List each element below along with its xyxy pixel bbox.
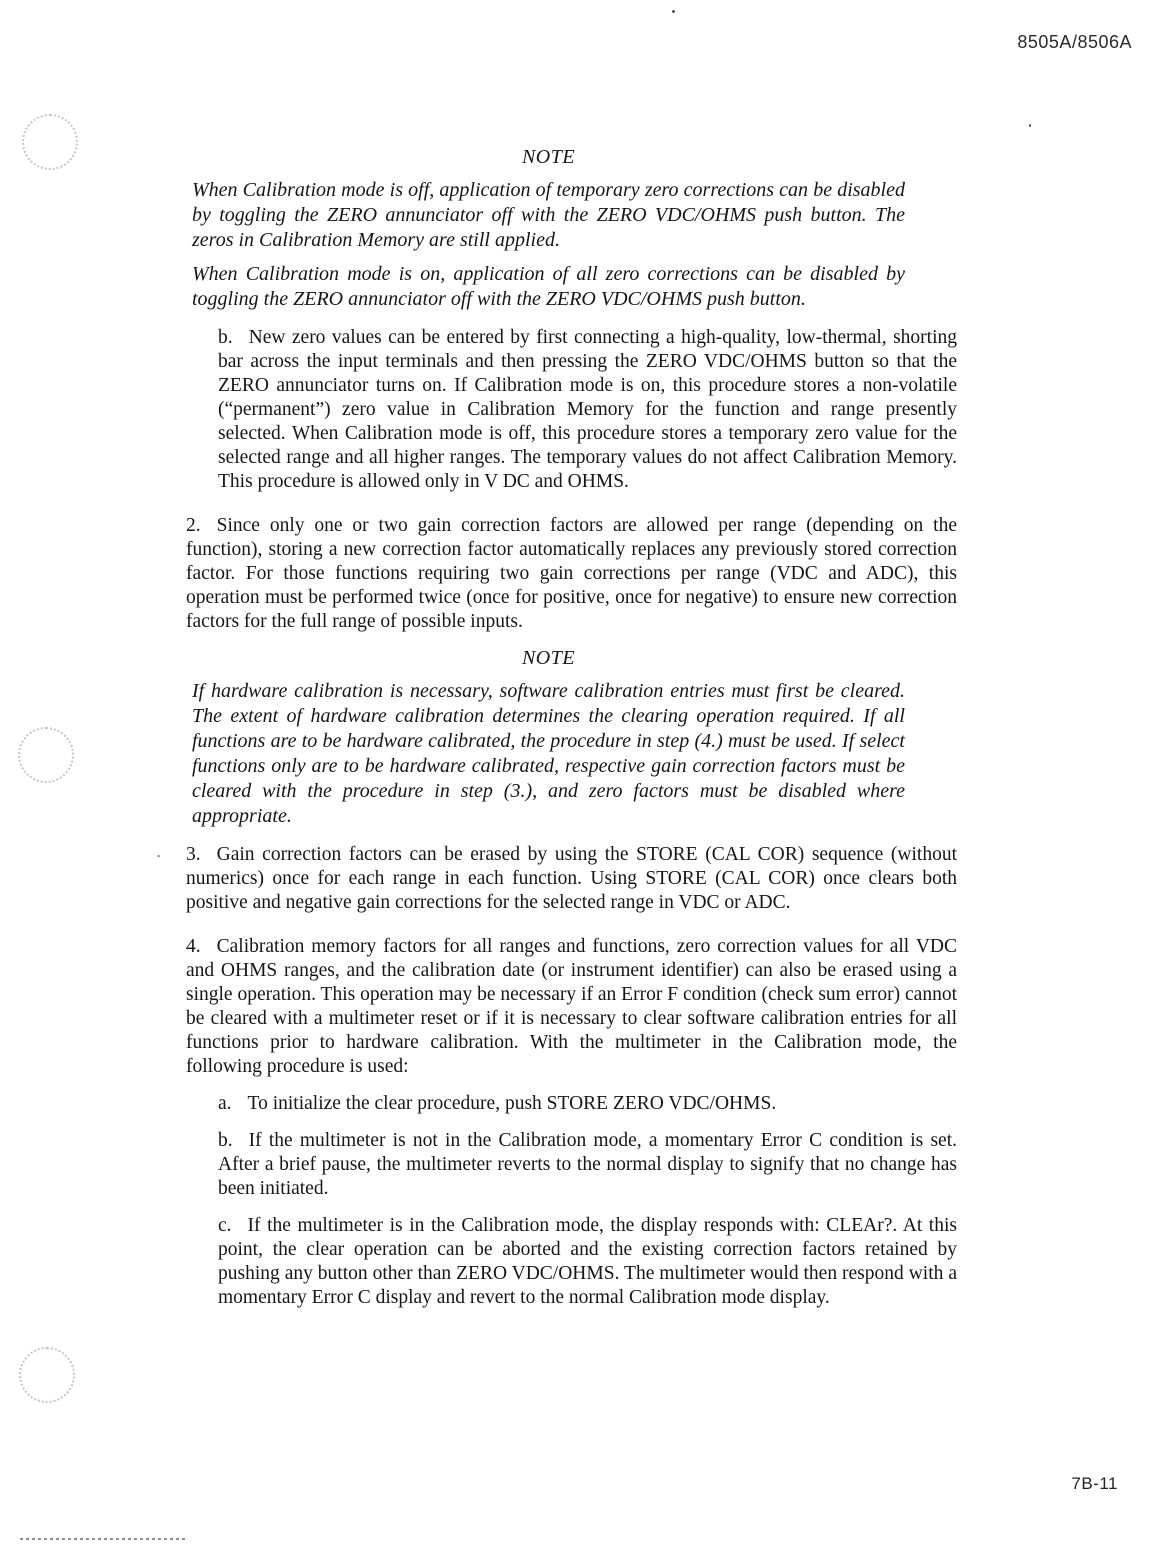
list-item-4 [186,935,957,1079]
hole-punch-mark-middle [18,727,74,783]
list-item-text: If the multimeter is in the Calibration mode, the display responds with: CLEAr?. At this point, the clear operation can be aborted and the existing correction factors retained by pushing any button other than ZERO VDC/OHMS. The multimeter would then respond with a momentary Error C display and revert to the normal Calibration mode display. [218,1215,957,1308]
note-paragraph: When Calibration mode is off, application of temporary zero corrections can be disabled by toggling the ZERO annunciator off with the ZERO VDC/OHMS push button. The zeros in Calibration Memory are still applied. [192,179,905,251]
list-item-label: 4. [186,936,201,957]
note-section-2 [192,647,905,829]
list-item-text: New zero values can be entered by first connecting a high-quality, low-thermal, shorting bar across the input terminals and then pressing the ZERO VDC/OHMS button so that the ZERO annunciator turns on. If Calibration mode is on, this procedure stores a non-volatile (“permanent”) zero value in Calibration Memory for the function and range presently selected. When Calibration mode is off, this procedure stores a temporary zero value for the selected range and all higher ranges. The temporary values do not affect Calibration Memory. This procedure is allowed only in V DC and OHMS. [218,327,957,492]
list-item-b1 [218,326,957,494]
list-item-2 [186,514,957,634]
list-item-b2 [218,1129,957,1201]
list-item-label: b. [218,327,233,348]
note-section-1 [192,146,905,312]
scan-speck [672,10,675,13]
note-heading: NOTE [521,146,576,168]
list-item-text: If the multimeter is not in the Calibration mode, a momentary Error C condition is set. After a brief pause, the multimeter reverts to the normal display to signify that no change has been initiated. [218,1130,957,1199]
hole-punch-mark-bottom [19,1347,75,1403]
note-paragraph: When Calibration mode is on, application of all zero corrections can be disabled by toggling the ZERO annunciator off with the ZERO VDC/OHMS push button. [192,263,905,310]
page-number: 7B-11 [1071,1474,1118,1493]
list-item-label: a. [218,1093,232,1114]
scan-speck [1029,124,1031,127]
scan-artifact-dashed-line [20,1538,186,1540]
list-item-3 [186,843,957,915]
list-item-text: Calibration memory factors for all ranges and functions, zero correction values for all VDC and OHMS ranges, and the calibration date (or instrument identifier) can also be erased using a single operation. This operation may be necessary if an Error F condition (check sum error) cannot be cleared with a multimeter reset or if it is necessary to clear software calibration entries for all functions prior to hardware calibration. With the multimeter in the Calibration mode, the following procedure is used: [186,936,957,1077]
hole-punch-mark-top [22,114,78,170]
note-heading: NOTE [521,647,576,669]
list-item-label: b. [218,1130,233,1151]
list-item-text: To initialize the clear procedure, push STORE ZERO VDC/OHMS. [247,1093,777,1114]
scan-speck [157,855,160,857]
page-body-text [186,146,957,1330]
list-item-label: 2. [186,515,201,536]
list-item-text: Since only one or two gain correction factors are allowed per range (depending on the function), storing a new correction factor automatically replaces any previously stored correction factor. For those functions requiring two gain corrections per range (VDC and ADC), this operation must be performed twice (once for positive, once for negative) to ensure new correction factors for the full range of possible inputs. [186,515,957,632]
list-item-label: 3. [186,844,201,865]
note-paragraph: If hardware calibration is necessary, software calibration entries must first be cleared. The extent of hardware calibration determines the clearing operation required. If all functions are to be hardware calibrated, the procedure in step (4.) must be used. If select functions only are to be hardware calibrated, respective gain correction factors must be cleared with the procedure in step (3.), and zero factors must be disabled where appropriate. [192,680,905,827]
list-item-a [218,1092,957,1116]
page-header-model-number: 8505A/8506A [1017,32,1132,52]
list-item-label: c. [218,1215,232,1236]
list-item-c [218,1214,957,1310]
list-item-text: Gain correction factors can be erased by using the STORE (CAL COR) sequence (without numerics) once for each range in each function. Using STORE (CAL COR) once clears both positive and negative gain corrections for the selected range in VDC or ADC. [186,844,957,913]
